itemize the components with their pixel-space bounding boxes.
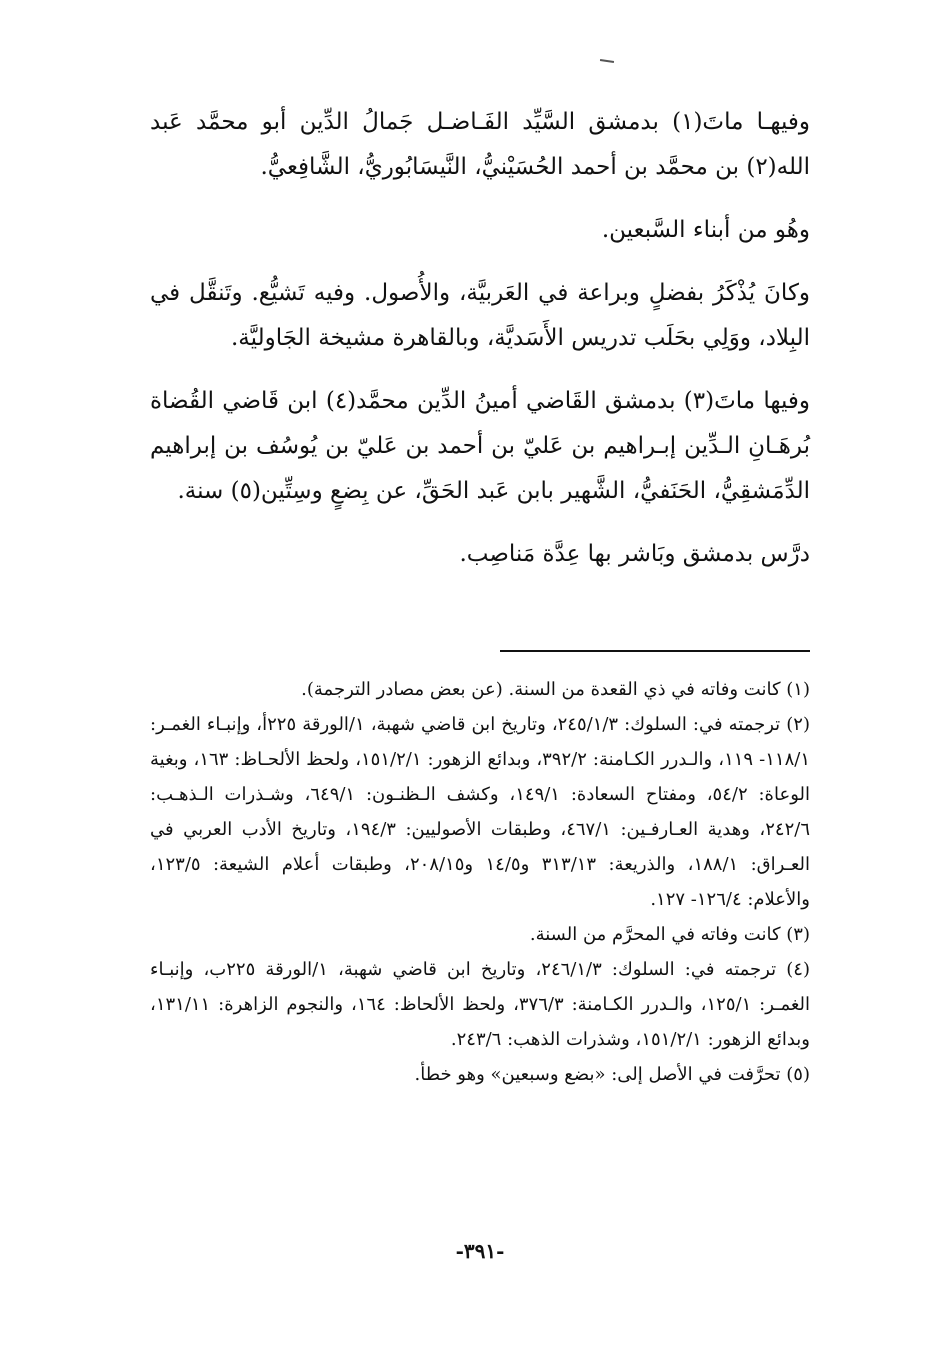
footnotes (150, 672, 810, 1092)
page-number: -٣٩١- (455, 1239, 505, 1263)
paragraph-2: وهُو من أبناء السَّبعين. (601, 217, 810, 243)
paragraph-5: درَّس بدمشق وبَاشر بها عِدَّة مَناصِب. (459, 541, 810, 567)
footnote-5: (٥) تحرَّفت في الأصل إلى: «بضع وسبعين» وهو خطأ. (414, 1064, 810, 1085)
main-text (150, 100, 810, 577)
paragraph-3: وكانَ يُذْكَرُ بفضلٍ وبراعة في العَربيَّة، والأُصول. وفيه تَشيُّع. وتَنقَّل في البِلاد، ووَلِي بحَلَب تدريس الأَسَديَّة، وبالقاهرة مشيخة الجَاوليَّة. (150, 280, 810, 351)
footnote-3: (٣) كانت وفاته في المحرَّم من السنة. (529, 924, 810, 945)
footnote-separator (500, 650, 810, 652)
paragraph-1: وفيهـا ماتَ(١) بدمشق السَّيِّد الفَـاضـل جَمالُ الدِّين أبو محمَّد عَبد الله(٢) بن محمَّد بن أحمد الحُسَيْنيُّ، النَّيسَابُوريُّ، الشَّافِعيُّ. (150, 109, 810, 180)
paragraph-4: وفيها ماتَ(٣) بدمشق القَاضي أمينُ الدِّين محمَّد(٤) ابن قَاضي القُضاة بُرهَـانِ الـدِّين إبـراهيم بن عَليّ بن أحمد بن عَليّ بن يُوسُف بن إبراهيم الدِّمَشقِيُّ، الحَنَفيُّ، الشَّهير بابن عَبد الحَقِّ، عن بِضعٍ وسِتِّين(٥) سنة. (150, 388, 810, 504)
footnote-1: (١) كانت وفاته في ذي القعدة من السنة. (عن بعض مصادر الترجمة). (301, 679, 810, 700)
footnote-4: (٤) ترجمته في: السلوك: ٢٤٦/١/٣، وتاريخ ابن قاضي شهبة، ١/الورقة ٢٢٥ب، وإنبـاء الغمـر: ١٢٥/١، والـدرر الكـامنة: ٣٧٦/٣، ولحظ الألحاظ: ١٦٤، والنجوم الزاهرة: ١٣١/١١، وبدائع الزهور: ١٥١/٢/١، وشذرات الذهب: ٢٤٣/٦. (150, 959, 811, 1050)
book-page (150, 100, 810, 1350)
footnote-2: (٢) ترجمته في: السلوك: ٢٤٥/١/٣، وتاريخ ابن قاضي شهبة، ١/الورقة ٢٢٥أ، وإنبـاء الغمـر: ١١٨/١- ١١٩، والـدرر الكـامنة: ٣٩٢/٢، وبدائع الزهور: ١٥١/٢/١، ولحظ الألحـاظ: ١٦٣، وبغية الوعاة: ٥٤/٢، ومفتاح السعادة: ١٤٩/١، وكشف الـظنـون: ٦٤٩/١، وشـذرات الـذهـب: ٢٤٢/٦، وهدية العـارفـين: ٤٦٧/١، وطبقات الأصوليين: ١٩٤/٣، وتاريخ الأدب العربي في العـراق: ١٨٨/١، والذريعة: ٣١٣/١٣ و١٤/٥ و٢٠٨/١٥، وطبقات أعلام الشيعة: ١٢٣/٥، والأعلام: ١٢٦/٤- ١٢٧. (150, 714, 811, 910)
scan-mark (600, 59, 614, 63)
